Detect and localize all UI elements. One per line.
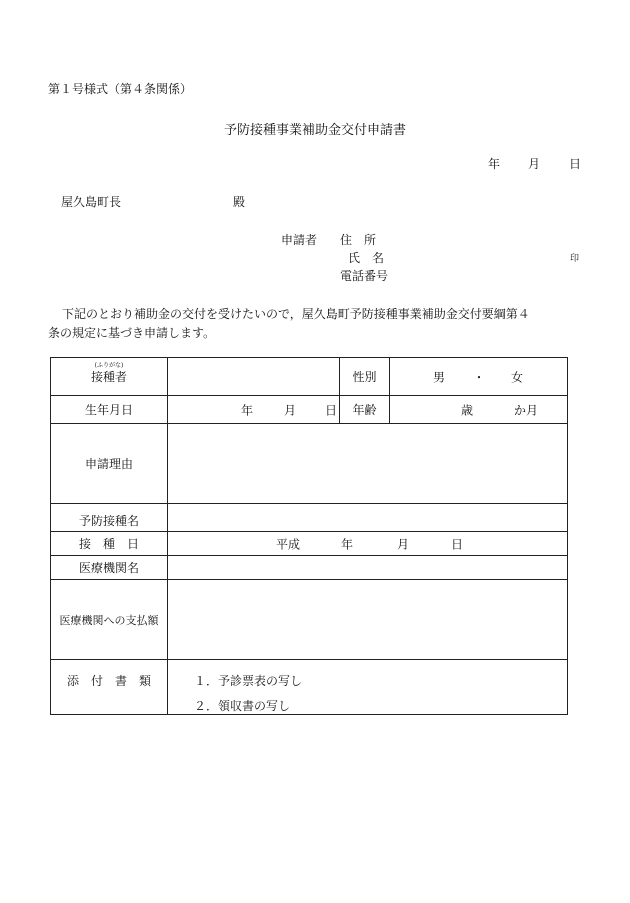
reason-field[interactable] [168,424,568,504]
row-recipient [51,358,568,396]
vacc-era: 平成 [276,537,301,551]
recipient-ruby: (ふりがな) [94,362,124,369]
sex-label: 性別 [340,358,390,396]
recipient-label: 接種者 [90,370,127,384]
clinic-field[interactable] [168,556,568,580]
dob-month: 月 [284,403,297,417]
seal-mark: 印 [570,254,580,264]
vacc-year: 年 [341,537,354,551]
dob-label: 生年月日 [51,396,168,424]
row-dob [51,396,568,424]
dob-field[interactable] [168,396,340,424]
phone-label: 電話番号 [340,269,389,283]
payment-label: 医療機関への支払額 [51,580,168,660]
vacc-month: 月 [397,537,410,551]
date-day: 日 [569,157,582,171]
row-attachments [51,660,568,715]
reason-label: 申請理由 [51,424,168,504]
recipient-name-field[interactable] [168,358,340,396]
applicant-label: 申請者 [281,233,318,247]
row-vaccine [51,504,568,532]
address-label: 住 所 [340,233,377,247]
sex-female[interactable]: 女 [511,370,524,384]
recipient-label-cell [51,358,168,396]
row-payment [51,580,568,660]
body-text-line-2: 条の規定に基づき申請します。 [48,326,216,340]
body-text-line-1: 下記のとおり補助金の交付を受けたいので，屋久島町予防接種事業補助金交付要綱第４ [62,307,530,321]
sex-field[interactable] [390,358,568,396]
attachment-item-1: １．予診票表の写し [194,674,303,688]
attachments-field [168,660,568,715]
dob-year: 年 [241,403,254,417]
row-vaccination-date [51,532,568,556]
age-years: 歳 [461,403,474,417]
name-label: 氏 名 [348,251,385,265]
vacc-day: 日 [451,537,464,551]
addressee-honorific: 殿 [233,195,246,209]
row-reason [51,424,568,504]
date-year: 年 [488,157,501,171]
clinic-label: 医療機関名 [51,556,168,580]
vaccine-field[interactable] [168,504,568,532]
dob-day: 日 [325,403,338,417]
sex-male[interactable]: 男 [433,370,446,384]
row-clinic [51,556,568,580]
age-months: か月 [514,403,539,417]
vaccination-date-label: 接 種 日 [51,532,168,556]
application-table [50,357,568,715]
vaccination-date-field[interactable] [168,532,568,556]
date-month: 月 [528,157,541,171]
recipient-label-wrap [90,362,127,385]
sex-dot: ・ [473,370,486,384]
form-number: 第１号様式（第４条関係） [48,82,193,96]
age-label: 年齢 [340,396,390,424]
vaccine-label: 予防接種名 [51,504,168,532]
addressee-name: 屋久島町長 [61,195,122,209]
payment-field[interactable] [168,580,568,660]
age-field[interactable] [390,396,568,424]
attachments-label: 添 付 書 類 [51,660,168,715]
attachment-item-2: ２．領収書の写し [194,699,291,713]
document-title: 予防接種事業補助金交付申請書 [223,123,406,138]
